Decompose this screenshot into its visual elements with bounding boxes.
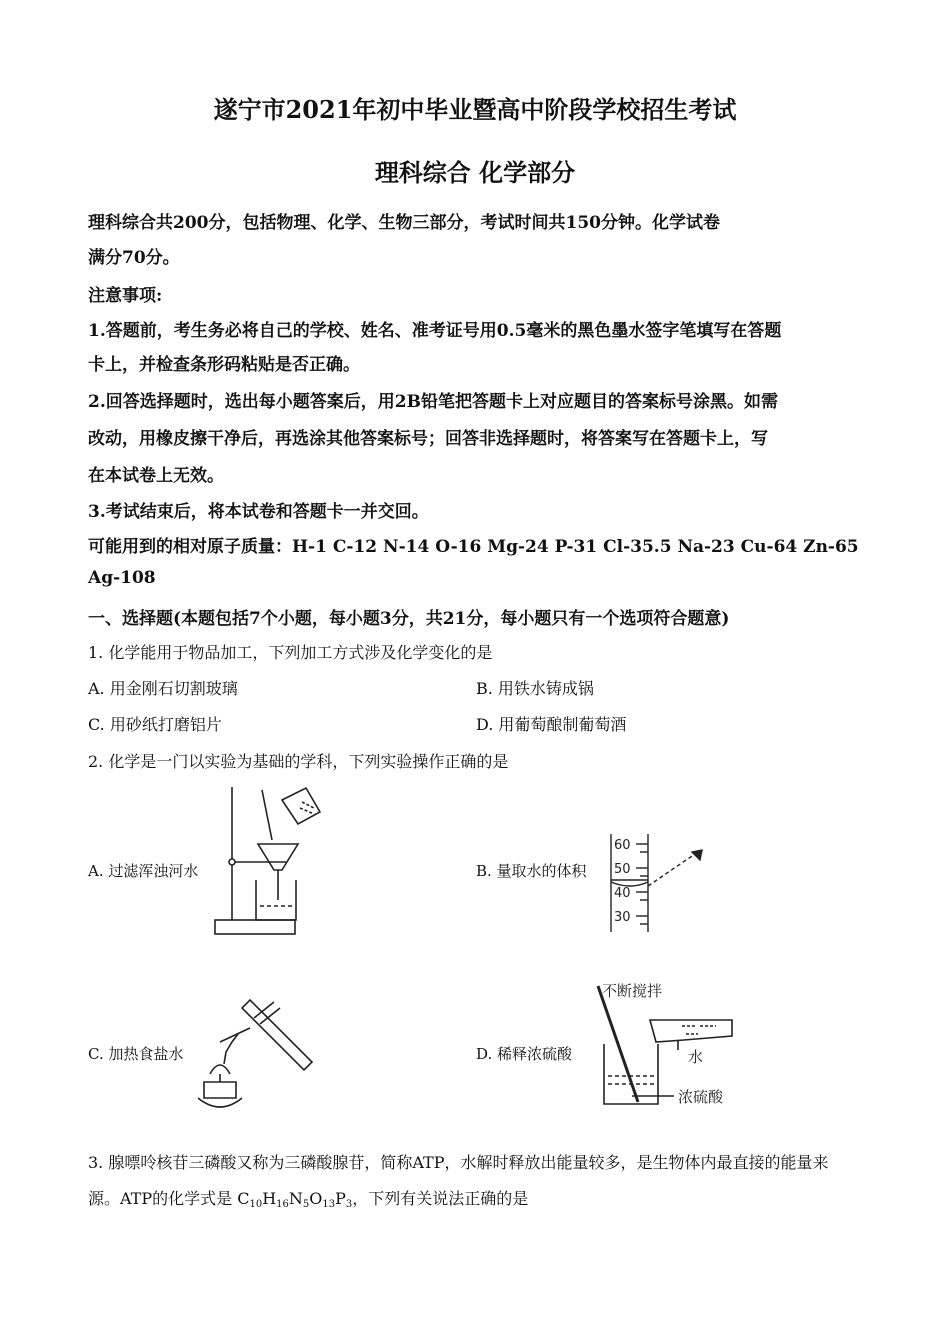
exam-title: 遂宁市2021年初中毕业暨高中阶段学校招生考试 [213, 95, 737, 124]
q2-stem: 2. 化学是一门以实验为基础的学科，下列实验操作正确的是 [88, 752, 509, 771]
section-1-heading: 一、选择题(本题包括7个小题，每小题3分，共21分，每小题只有一个选项符合题意) [88, 609, 730, 629]
measuring-cylinder-diagram [608, 832, 728, 936]
exam-subtitle: 理科综合 化学部分 [374, 158, 576, 187]
heating-test-tube-diagram [190, 994, 320, 1116]
notes-heading: 注意事项: [88, 286, 163, 306]
q2-option-c-label: C. 加热食盐水 [88, 1045, 184, 1063]
q1-option-a: A. 用金刚石切割玻璃 [88, 679, 238, 698]
label-water: 水 [688, 1048, 704, 1066]
note-2-line-3: 在本试卷上无效。 [88, 466, 224, 486]
note-3: 3.考试结束后，将本试卷和答题卡一并交回。 [88, 502, 429, 522]
q2-option-d-label: D. 稀释浓硫酸 [476, 1045, 573, 1063]
intro-line-2: 满分70分。 [88, 248, 180, 268]
cylinder-tick-40: 40 [614, 886, 631, 901]
cylinder-tick-60: 60 [614, 838, 631, 853]
q2-option-b-label: B. 量取水的体积 [476, 862, 587, 880]
note-1-line-2: 卡上，并检查条形码粘贴是否正确。 [88, 355, 360, 375]
q1-option-b: B. 用铁水铸成锅 [476, 679, 594, 698]
note-1-line-1: 1.答题前，考生务必将自己的学校、姓名、准考证号用0.5毫米的黑色墨水签字笔填写在答题 [88, 321, 782, 341]
q3-stem-line-2: 源。ATP的化学式是 $C_{10}H_{16}N_5O_{13}P_3$，下列有关说法正确的是 [88, 1189, 529, 1210]
q2-option-a-label: A. 过滤浑浊河水 [88, 862, 199, 880]
q1-option-c: C. 用砂纸打磨铝片 [88, 715, 222, 734]
label-stir: 不断搅拌 [602, 982, 663, 1000]
cylinder-tick-30: 30 [614, 910, 631, 925]
atomic-mass-line-2: Ag-108 [88, 568, 156, 588]
note-2-line-2: 改动，用橡皮擦干净后，再选涂其他答案标号；回答非选择题时，将答案写在答题卡上，写 [88, 429, 768, 449]
filtration-diagram [210, 782, 350, 942]
dilution-diagram [592, 978, 742, 1108]
q3-stem-line-1: 3. 腺嘌呤核苷三磷酸又称为三磷酸腺苷，简称ATP，水解时释放出能量较多，是生物体内最直接的能量来 [88, 1153, 829, 1172]
note-2-line-1: 2.回答选择题时，选出每小题答案后，用2B铅笔把答题卡上对应题目的答案标号涂黑。如需 [88, 392, 778, 412]
q1-stem: 1. 化学能用于物品加工，下列加工方式涉及化学变化的是 [88, 643, 493, 662]
label-concentrated-acid: 浓硫酸 [678, 1088, 724, 1106]
intro-line-1: 理科综合共200分，包括物理、化学、生物三部分，考试时间共150分钟。化学试卷 [88, 213, 720, 233]
atomic-mass-line-1: 可能用到的相对原子质量：H-1 C-12 N-14 O-16 Mg-24 P-31 Cl-35.5 Na-23 Cu-64 Zn-65 [88, 537, 859, 557]
q1-option-d: D. 用葡萄酿制葡萄酒 [476, 715, 627, 734]
cylinder-tick-50: 50 [614, 862, 631, 877]
